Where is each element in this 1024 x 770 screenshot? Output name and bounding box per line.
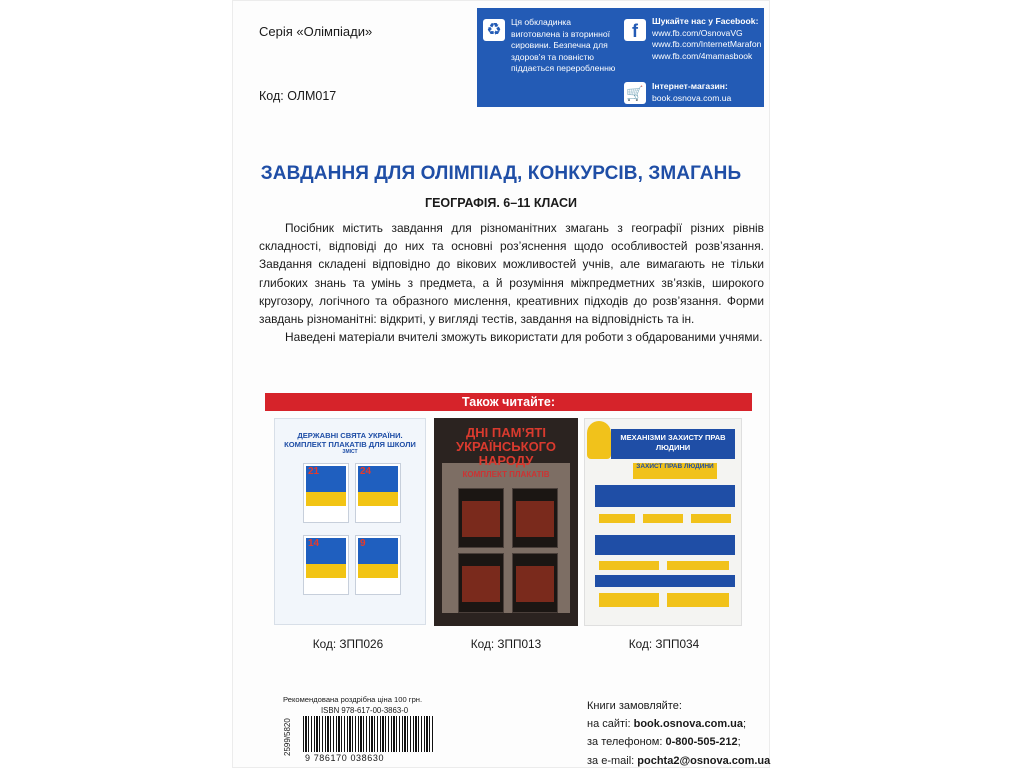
order-email-row: за e-mail: pochta2@osnova.com.ua [587, 754, 771, 767]
book-cover [274, 418, 426, 625]
order-phone-row: за телефоном: 0-800-505-212; [587, 736, 741, 749]
also-read-banner: Також читайте: [265, 393, 752, 411]
barcode-number: 9 786170 038630 [305, 753, 385, 763]
shop-link[interactable]: book.osnova.com.ua [652, 92, 732, 103]
cover-subtitle: ЗАХИСТ ПРАВ ЛЮДИНИ [633, 463, 717, 479]
cover-title: ДЕРЖАВНІ СВЯТА УКРАЇНИ. КОМПЛЕКТ ПЛАКАТІВ ДЛЯ ШКОЛИ [284, 431, 416, 449]
cart-icon: 🛒 [624, 82, 646, 104]
poster-thumb: 14 [303, 535, 349, 595]
poster-thumb [458, 488, 504, 548]
product-code: Код: ОЛМ017 [259, 89, 337, 103]
description-paragraph: Наведені матеріали вчителі зможуть використати для роботи з обдарованими учнями. [285, 330, 763, 345]
barcode [303, 716, 435, 752]
book-subtitle: ГЕОГРАФІЯ. 6–11 КЛАСИ [425, 196, 577, 210]
shop-heading: Інтернет-магазин: [652, 81, 728, 91]
poster-thumb [512, 553, 558, 613]
back-cover [232, 0, 770, 768]
description [259, 219, 764, 346]
book-code: Код: ЗПП026 [312, 637, 384, 651]
book-cover [434, 418, 578, 626]
cover-subtitle: ЗМІСТ [342, 449, 358, 455]
cover-title: ДНІ ПАМ’ЯТІ УКРАЇНСЬКОГО НАРОДУ КОМПЛЕКТ ПЛАКАТІВ [434, 426, 578, 482]
recycle-icon: ♻ [483, 19, 505, 41]
facebook-icon: f [624, 19, 646, 41]
shop-block [652, 81, 762, 104]
poster-thumb [512, 488, 558, 548]
book-title: ЗАВДАННЯ ДЛЯ ОЛІМПІАД, КОНКУРСІВ, ЗМАГАНЬ [260, 163, 742, 184]
facebook-link[interactable]: www.fb.com/4mamasbook [652, 50, 753, 61]
book-code: Код: ЗПП013 [470, 637, 542, 651]
order-site-row: на сайті: book.osnova.com.ua; [587, 718, 747, 731]
eco-text: Ця обкладинка виготовлена із вторинної сировини. Безпечна для здоров’я та повністю піддається переробленню [511, 17, 616, 73]
poster-thumb: 24 [355, 463, 401, 523]
facebook-link[interactable]: www.fb.com/InternetMarafon [652, 39, 762, 49]
poster-thumb [458, 553, 504, 613]
facebook-heading: Шукайте нас у Facebook: [652, 16, 759, 26]
order-site-link[interactable]: book.osnova.com.ua [633, 718, 744, 731]
cover-title: МЕХАНІЗМИ ЗАХИСТУ ПРАВ ЛЮДИНИ [611, 429, 735, 459]
description-paragraph: Посібник містить завдання для різноманітних змагань з географії різних рівнів складності, відповіді до них та основні роз’яснення щодо особливостей розв’язання. Завдання складені відповідно до вікових можливостей учнів, але вимагають не тільки глибоких знань та умінь з предмета, а й розуміння міжпредметних зв’язків, широкого кругозору, логічного та образного мислення, креативних підходів до розв’язання. Форми завдань різноманітні: відкриті, у вигляді тестів, завдання на відповідність та ін. [259, 221, 764, 327]
poster-thumb: 9 [355, 535, 401, 595]
info-box [477, 8, 764, 107]
poster-thumb: 21 [303, 463, 349, 523]
order-phone[interactable]: 0-800-505-212 [665, 736, 738, 749]
book-code: Код: ЗПП034 [628, 637, 700, 651]
facebook-link[interactable]: www.fb.com/OsnovaVG [652, 27, 743, 38]
character-illustration [587, 421, 611, 459]
cover-subtitle: КОМПЛЕКТ ПЛАКАТІВ [462, 470, 550, 479]
price-label: Рекомендована роздрібна ціна 100 грн. [283, 695, 423, 704]
series-label: Серія «Олімпіади» [259, 24, 373, 39]
order-email[interactable]: pochta2@osnova.com.ua [637, 754, 771, 767]
order-info [587, 697, 770, 770]
barcode-side-number: 2599/5820 [283, 718, 292, 756]
facebook-block [652, 16, 762, 62]
isbn: ISBN 978-617-00-3863-0 [321, 706, 409, 715]
barcode-block [283, 705, 437, 763]
order-heading: Книги замовляйте: [587, 700, 682, 712]
book-cover [584, 418, 742, 626]
